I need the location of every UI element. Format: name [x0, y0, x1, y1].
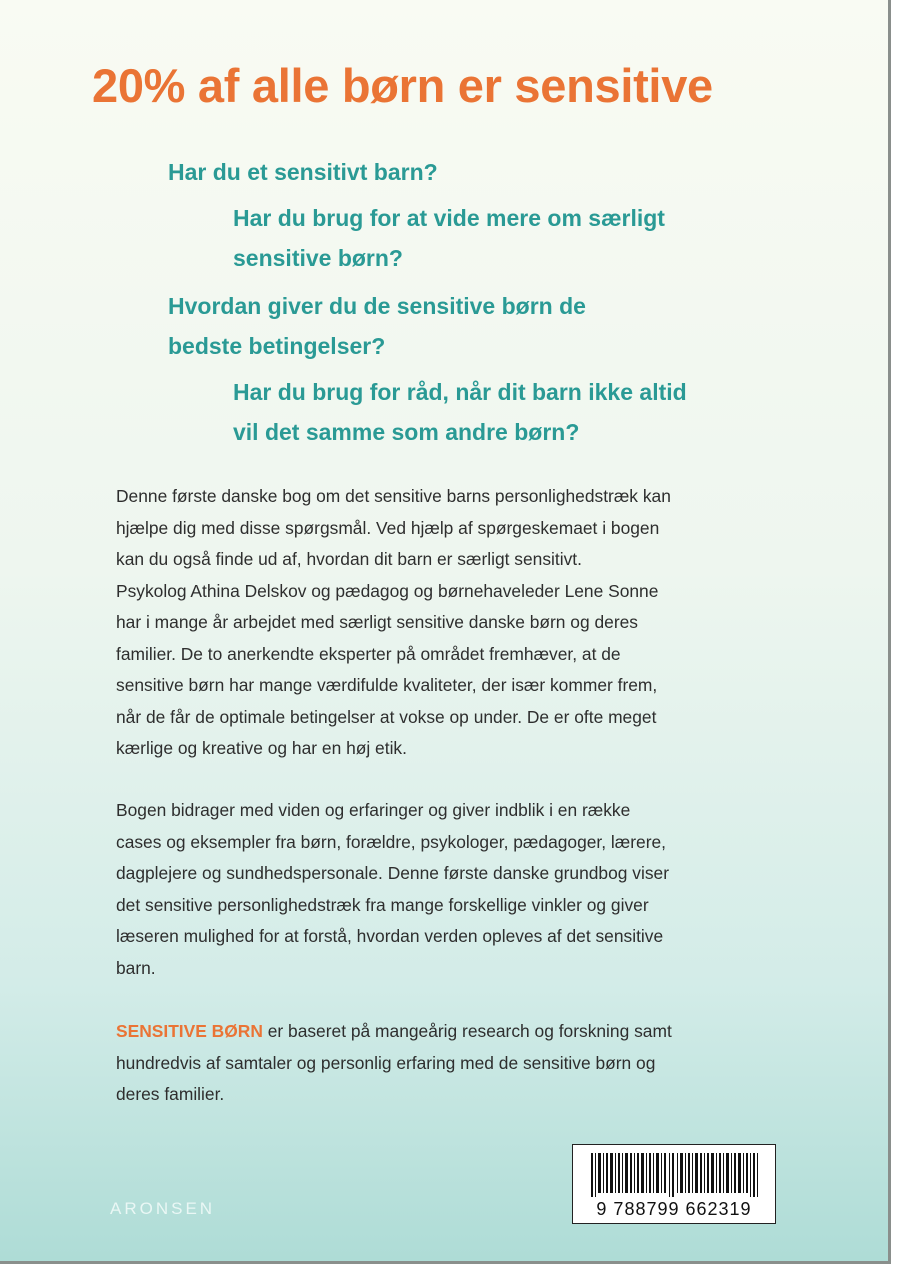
book-title-highlight: SENSITIVE BØRN: [116, 1021, 263, 1041]
barcode-bars-icon: [591, 1153, 759, 1197]
question-2: Har du brug for at vide mere om særligt sensitive børn?: [233, 205, 665, 271]
closing-text: er baseret på mangeårig research og forskning samt hundredvis af samtaler og personlig erfaring med de sensitive børn og deres familier.: [116, 1021, 672, 1104]
publisher-logo: ARONSEN: [110, 1199, 216, 1218]
closing-paragraph: [116, 1016, 806, 1111]
question-3: Hvordan giver du de sensitive børn de bedste betingelser?: [168, 293, 586, 359]
body-paragraph-1: Denne første danske bog om det sensitive barns personlighedstræk kan hjælpe dig med disse spørgsmål. Ved hjælp af spørgeskemaet i bogen kan du også finde ud af, hvordan dit barn er særligt sensitivt. Psykolog Athina Delskov og pædagog og børnehaveleder Lene Sonne har i mange år arbejdet med særligt sensitive danske børn og deres familier. De to anerkendte eksperter på området fremhæver, at de sensitive børn har mange værdifulde kvaliteter, der især kommer frem, når de får de optimale betingelser at vokse op under. De er ofte meget kærlige og kreative og har en høj etik.: [116, 486, 671, 758]
question-1: Har du et sensitivt barn?: [168, 159, 438, 185]
isbn-number: 9 788799 662319: [596, 1199, 752, 1219]
headline: 20% af alle børn er sensitive: [92, 59, 713, 112]
question-4: Har du brug for råd, når dit barn ikke altid vil det samme som andre børn?: [233, 379, 687, 445]
barcode: [572, 1144, 776, 1224]
body-paragraph-2: Bogen bidrager med viden og erfaringer og giver indblik i en række cases og eksempler fra børn, forældre, psykologer, pædagoger, lærere, dagplejere og sundhedspersonale. Denne første danske grundbog viser det sensitive personlighedstræk fra mange forskellige vinkler og giver læseren mulighed for at forstå, hvordan verden opleves af det sensitive barn.: [116, 800, 670, 978]
